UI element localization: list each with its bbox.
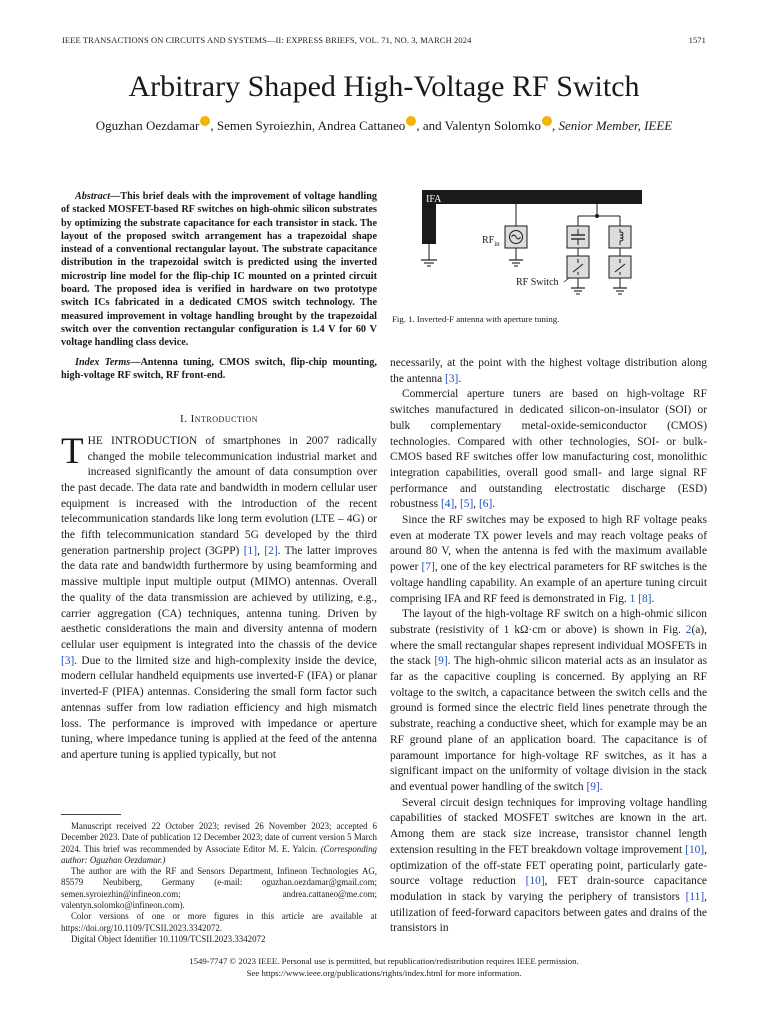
copyright-line: 1549-7747 © 2023 IEEE. Personal use is permitted, but republication/redistribution requires IEEE permission. <box>189 956 579 966</box>
paragraph-text: . The latter improves the data rate and bandwidth furthermore by using beamforming and massive multiple input multiple output (MIMO) antennas. Overall the quality of the data transmission are achieved by utilizing, e.g., carrier aggregation (CA) techniques, antenna tuning. Driven by aesthetic considerations the main and diversity antenna of modern cellular user equipment is integrated into the chassis of the device <box>61 544 377 651</box>
paragraph-text: . <box>458 372 462 385</box>
paragraph-text: , utilization of feed-forward capacitors between gates and drains of the transistors in <box>390 890 707 935</box>
citation-link[interactable]: [2] <box>264 544 278 557</box>
paragraph-text: necessarily, at the point with the highest voltage distribution along the antenna <box>390 357 707 385</box>
antenna-arm <box>422 190 642 204</box>
citation-link[interactable]: [3] <box>61 654 75 667</box>
paragraph-text: , <box>454 498 460 511</box>
running-header: IEEE TRANSACTIONS ON CIRCUITS AND SYSTEMS—II: EXPRESS BRIEFS, VOL. 71, NO. 3, MARCH 2024 <box>62 35 472 45</box>
index-terms-text: —Antenna tuning, CMOS switch, flip-chip mounting, high-voltage RF switch, RF front-end. <box>61 356 377 381</box>
paragraph <box>390 607 707 795</box>
citation-link[interactable]: [10] <box>685 843 705 856</box>
footnote-doi: Digital Object Identifier 10.1109/TCSII.2023.3342072 <box>71 933 266 944</box>
corresponding-author: (Corresponding author: Oguzhan Oezdamar.) <box>61 843 377 865</box>
right-column <box>390 356 707 937</box>
paragraph-text: , one of the key electrical parameters for RF switches is the voltage handling capability. An example of an aperture tuning circuit comprising IFA and RF feed is demonstrated in Fig. <box>390 561 707 605</box>
citation-link[interactable]: [10] <box>525 875 545 888</box>
rf-subscript: in <box>494 240 500 248</box>
rf-switch-label: RF Switch <box>516 277 559 288</box>
footnote-rule <box>61 814 121 815</box>
intro-paragraph <box>61 430 377 764</box>
orcid-icon[interactable] <box>406 116 416 126</box>
abstract-text: —This brief deals with the improvement of voltage handling of stacked MOSFET-based RF switches on high-ohmic silicon substrates by optimizing the substrate capacitance for each transistor in stack. The layout of the proposed switch arrangement has a trapezoidal shape instead of a conventional rectangular layout. The substrate capacitance distribution in the trapezoidal switch is predicted using the inverted microstrip line model for the flip-chip IC mounted on a printed circuit board. The proposed idea is verified in hardware on two prototype switch ICs fabricated in a dedicated CMOS switch technology. The measured improvement in voltage handling brought by the trapezoidal switch over the convention rectangular configuration is 1.4 V for 60 V voltage handling class device. <box>61 191 377 349</box>
paper-title: Arbitrary Shaped High-Voltage RF Switch <box>128 70 640 103</box>
page-number: 1571 <box>688 35 706 45</box>
section-title: Introduction <box>190 413 259 426</box>
section-heading <box>61 412 377 428</box>
paragraph <box>390 513 707 607</box>
orcid-icon[interactable] <box>200 116 210 126</box>
rf-text: RF <box>482 235 495 246</box>
ifa-label: IFA <box>426 194 442 205</box>
author-membership: Senior Member, IEEE <box>558 118 673 133</box>
paragraph-text: . Due to the limited size and high-complexity inside the device, modern cellular handheld equipments use inverted-F (IFA) or planar inverted-F (PIFA) antennas. Considering the small form factor such antennas suffer from low radiation efficiency and high mismatch loss. The performance is improved with impedance or aperture tuning, where impedance tuning is applied at the feed of the antenna and aperture tuning is applied typically, but not <box>61 654 377 761</box>
author-name: , Semen Syroiezhin, Andrea Cattaneo <box>210 118 406 133</box>
paragraph-text: Several circuit design techniques for improving voltage handling capabilities of stacked MOSFET switches are known in the art. Among them are stack size increase, transistor channel length extension resulting in the FET breakdown voltage improvement <box>390 796 707 856</box>
citation-link[interactable]: [5] <box>459 498 474 511</box>
index-terms-label: Index Terms <box>75 356 131 368</box>
footnote-affiliation: The author are with the RF and Sensors Department, Infineon Technologies AG, 85579 Neubiberg, Germany (e-mail: oguzhan.oezdamar@gmail.com; semen.syroiezhin@infineon.com; andrea.cattaneo@me.com; valentyn.solomko@infineon.com). <box>61 866 377 911</box>
footnotes <box>61 821 377 945</box>
rights-line: See https://www.ieee.org/publications/rights/index.html for more information. <box>246 967 522 978</box>
citation-link[interactable]: [9] <box>586 780 600 793</box>
citation-link[interactable]: [4] <box>440 498 455 511</box>
citation-link[interactable]: [1] <box>243 544 258 557</box>
rf-label <box>482 235 500 248</box>
paragraph-text: The layout of the high-voltage RF switch on a high-ohmic silicon substrate (resistivity of 1 kΩ·cm or above) is shown in Fig. <box>390 608 707 636</box>
footnote-color: Color versions of one or more figures in this article are available at https://doi.org/10.1109/TCSII.2023.3342072. <box>61 911 377 933</box>
paragraph-text: HE INTRODUCTION of smartphones in 2007 radically changed the mobile telecommunication industrial market and increased significantly the amount of data consumption over the past decade. The data rate and bandwidth in modern cellular user equipment is increased with the introduction of the recent telecommunication standards like long term evolution (LTE – 4G) or the fifth telecommunication standard 5G developed by the third generation partnership project (3GPP) <box>61 434 377 557</box>
author-list <box>0 116 768 134</box>
figure-link[interactable]: 1 <box>629 592 636 605</box>
paragraph-text: , <box>257 544 265 557</box>
index-terms <box>61 356 377 383</box>
paragraph <box>390 387 707 513</box>
copyright-footer <box>0 956 768 979</box>
paragraph <box>390 356 707 387</box>
citation-link[interactable]: [11] <box>685 890 705 903</box>
paragraph-text: , optimization of the off-state FET operating point, particularly gate-source voltage reduction <box>390 843 707 888</box>
footnote-text: Manuscript received 22 October 2023; revised 26 November 2023; accepted 6 December 2023. Date of publication 12 December 2023; date of current version 5 March 2024. This brief was recommended by Associate Editor M. E. Yalcin. <box>61 821 377 854</box>
author-separator: , <box>552 118 559 133</box>
paragraph-text: (a), where the small rectangular shapes represent individual MOSFETs in the stack <box>390 623 707 668</box>
pointer-line <box>564 278 569 282</box>
figure-caption: Fig. 1. Inverted-F antenna with aperture tuning. <box>392 314 560 324</box>
author-name: Oguzhan Oezdamar <box>95 118 200 133</box>
orcid-icon[interactable] <box>542 116 552 126</box>
citation-link[interactable]: [9] <box>434 655 448 668</box>
citation-link[interactable]: [6] <box>478 498 493 511</box>
paragraph-text: . <box>599 780 603 793</box>
abstract-label: Abstract <box>75 191 111 202</box>
citation-link[interactable]: [7] <box>421 561 435 574</box>
paragraph-text: . <box>492 498 496 511</box>
figure-1-diagram <box>418 188 644 300</box>
drop-cap: T <box>61 430 84 472</box>
citation-link[interactable]: [8] <box>638 592 652 605</box>
paragraph-text: Commercial aperture tuners are based on high-voltage RF switches manufactured in dedicated silicon-on-insulator (SOI) or bulk complementary metal-oxide-semiconductor (CMOS) technologies. Compared with other technologies, SOI- or bulk-CMOS based RF switches offer low manufacturing cost, monolithic integration capabilities, overall good small- and large signal RF performance and outstanding electrostatic discharge (ESD) robustness <box>390 388 707 511</box>
left-column <box>61 190 377 764</box>
abstract <box>61 190 377 350</box>
author-name: , and Valentyn Solomko <box>416 118 542 133</box>
paragraph-text: Since the RF switches may be exposed to high RF voltage peaks even at moderate TX power levels and may reach voltage peaks of around 80 V, when the antenna is fed with the maximum available power <box>390 514 707 574</box>
paragraph <box>390 796 707 937</box>
paragraph-text: , <box>473 498 479 511</box>
section-numeral: I. <box>179 413 191 426</box>
figure-link[interactable]: 2 <box>685 623 692 636</box>
paragraph-text: . <box>651 592 655 605</box>
paragraph-text: , FET drain-source capacitance modulation in stack by varying the periphery of transistors <box>390 875 707 903</box>
citation-link[interactable]: [3] <box>445 372 459 385</box>
paragraph-text: . The high-ohmic silicon material acts as an insulator as far as the capacitive coupling is concerned. By applying an RF voltage to the switch, a capacitance between the switch cells and the ground is formed since the electric field lines penetrate through the substrate, reaching a conductive sheet, which for example may be an RF ground plane of an application board. The capacitance is of paramount importance for high-voltage RF switches, as it has a significant impact on the uniformity of voltage division in the stack and eventual power handling of the switch <box>390 655 707 793</box>
footnote-manuscript <box>61 821 377 866</box>
